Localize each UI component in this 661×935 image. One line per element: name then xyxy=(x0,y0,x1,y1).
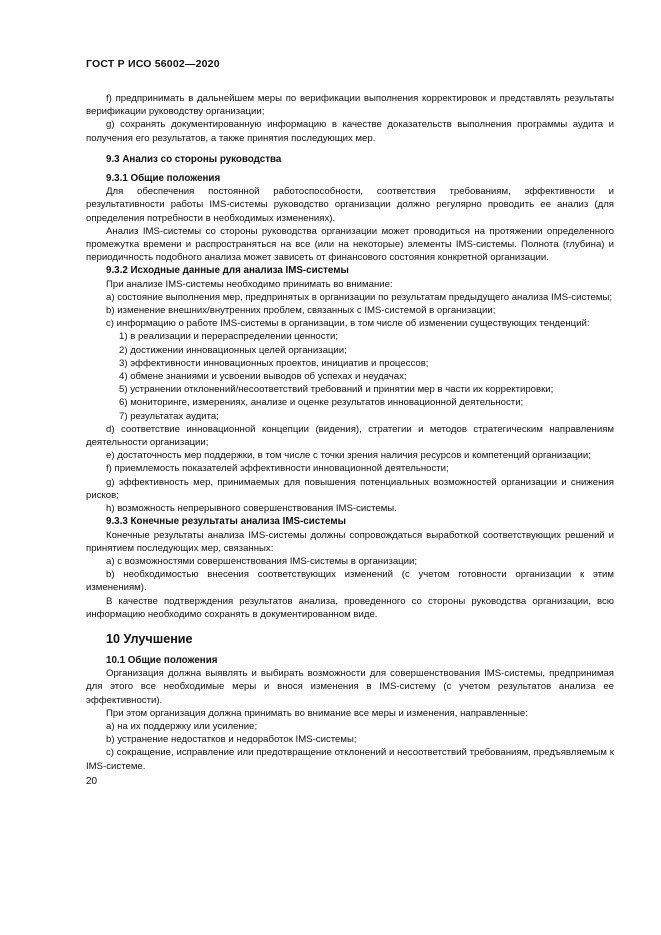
paragraph: g) сохранять документированную информацию в качестве доказательств выполнения программы аудита и получения его результатов, а также принятия последующих мер. xyxy=(86,119,614,144)
paragraph: Конечные результаты анализа IMS-системы должны сопровождаться выработкой соответствующих решений и принятием последующих мер, связанных: xyxy=(86,529,614,554)
paragraph: a) с возможностями совершенствования IMS-системы в организации; xyxy=(106,555,418,567)
subsection-heading: 9.3.1 Общие положения xyxy=(106,173,221,185)
document-header: ГОСТ Р ИСО 56002—2020 xyxy=(86,58,220,70)
paragraph: f) предпринимать в дальнейшем меры по верификации выполнения корректировок и представлять результаты верификации руководству организации; xyxy=(86,93,614,118)
subsection-heading: 9.3 Анализ со стороны руководства xyxy=(106,153,282,165)
list-subitem: 1) в реализации и перераспределении ценности; xyxy=(119,331,338,343)
paragraph: c) сокращение, исправление или предотвращение отклонений и несоответствий требованиям, предъявляемым к IMS-системе. xyxy=(86,747,614,772)
document-body xyxy=(86,92,614,773)
list-subitem: 5) устранении отклонений/несоответствий требований и принятии мер в части их корректировки; xyxy=(119,384,554,396)
subsection-heading: 9.3.3 Конечные результаты анализа IMS-системы xyxy=(106,516,346,528)
page-number: 20 xyxy=(86,775,98,787)
list-subitem: 3) эффективности инновационных проектов, инициатив и процессов; xyxy=(119,357,429,369)
paragraph: a) на их поддержку или усиление; xyxy=(106,720,258,732)
paragraph: Организация должна выявлять и выбирать возможности для совершенствования IMS-системы, предпринимая для этого все необходимые меры и внося изменения в IMS-систему (с учетом результатов анализа ее эффективности). xyxy=(86,668,614,706)
list-subitem: 2) достижении инновационных целей организации; xyxy=(119,344,347,356)
paragraph: В качестве подтверждения результатов анализа, проведенного со стороны руководства организации, всю информацию необходимо сохранять в документированном виде. xyxy=(86,595,614,620)
section-heading: 10 Улучшение xyxy=(106,631,193,646)
paragraph: При этом организация должна принимать во внимание все меры и изменения, направленные: xyxy=(106,707,528,719)
list-subitem: 7) результатах аудита; xyxy=(119,410,219,422)
paragraph: Анализ IMS-системы со стороны руководства организации может проводиться на протяжении определенного промежутка времени и распространяться на все (или на некоторые) элементы IMS-системы. Полнота (глубина) и периодичность подобного анализа может зависеть от финансового состояния конкретной организации. xyxy=(86,225,614,264)
document-page xyxy=(86,58,614,787)
paragraph: b) изменение внешних/внутренних проблем, связанных с IMS-системой в организации; xyxy=(106,305,496,317)
paragraph: g) эффективность мер, принимаемых для повышения потенциальных возможностей организации и снижения рисков; xyxy=(86,476,614,501)
paragraph: c) информацию о работе IMS-системы в организации, в том числе об изменении существующих тенденций: xyxy=(106,318,590,330)
paragraph: a) состояние выполнения мер, предпринятых в организации по результатам предыдущего анализа IMS-системы; xyxy=(106,291,613,303)
list-subitem: 6) мониторинге, измерениях, анализе и оценке результатов инновационной деятельности; xyxy=(119,397,524,409)
paragraph: f) приемлемость показателей эффективности инновационной деятельности; xyxy=(106,463,449,475)
list-subitem: 4) обмене знаниями и усвоении выводов об успехах и неудачах; xyxy=(119,371,407,383)
paragraph: b) необходимостью внесения соответствующих изменений (с учетом готовности организации к этим изменениям). xyxy=(86,569,614,594)
paragraph: b) устранение недостатков и недоработок IMS-системы; xyxy=(106,734,357,746)
paragraph: h) возможность непрерывного совершенствования IMS-системы. xyxy=(106,503,397,515)
paragraph: d) соответствие инновационной концепции (видения), стратегии и методов стратегическим направлениям деятельности организации; xyxy=(86,423,614,449)
subsection-heading: 10.1 Общие положения xyxy=(106,654,218,666)
paragraph: При анализе IMS-системы необходимо принимать во внимание: xyxy=(106,278,393,290)
paragraph: e) достаточность мер поддержки, в том числе с точки зрения наличия ресурсов и компетенций организации; xyxy=(106,450,591,462)
subsection-heading: 9.3.2 Исходные данные для анализа IMS-системы xyxy=(106,265,349,277)
paragraph: Для обеспечения постоянной работоспособности, соответствия требованиям, эффективности и результативности работы IMS-системы руководство организации должно регулярно проводить ее анализ (для определения потребности в необходимых изменениях). xyxy=(86,186,614,224)
